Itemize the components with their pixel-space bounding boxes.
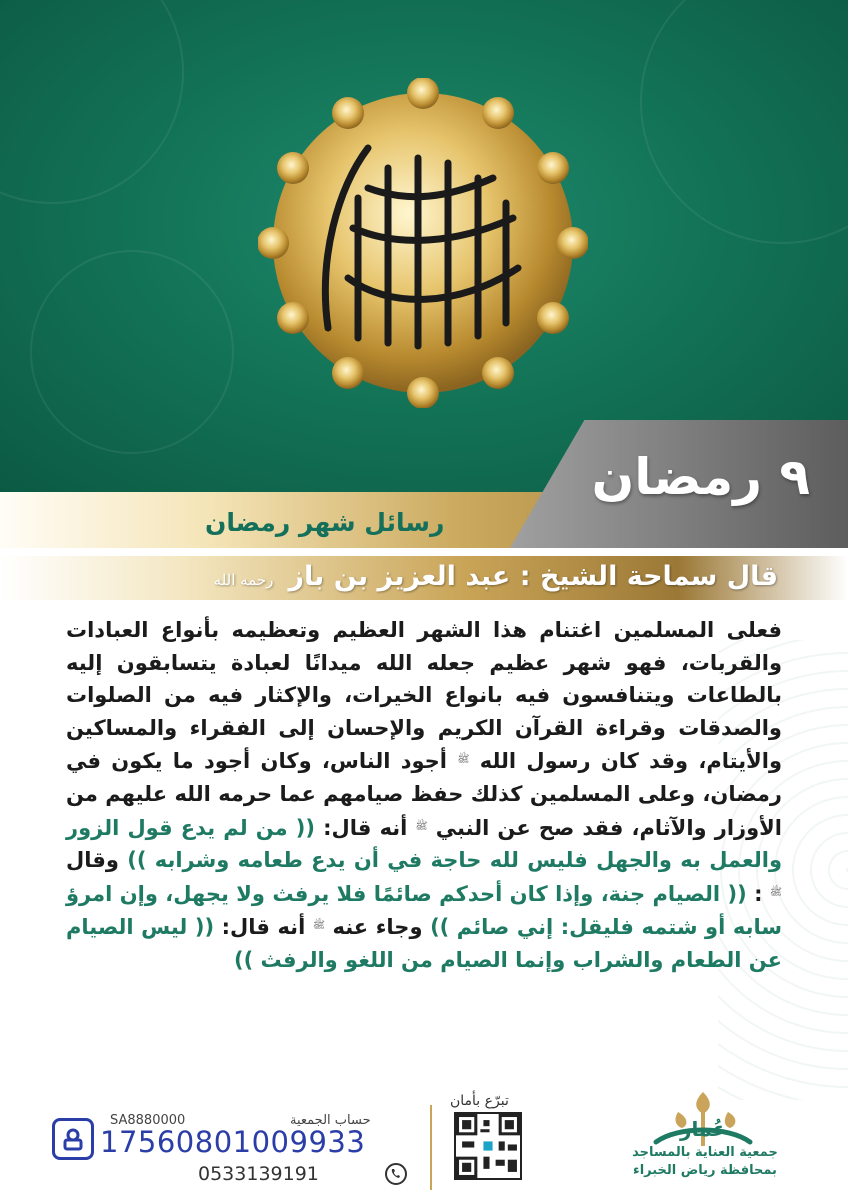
account-number[interactable]: 17560801009933 [100, 1125, 366, 1159]
pbuh-glyph: ﷺ [415, 820, 428, 832]
logo-text: عُمار [679, 1117, 727, 1141]
org-name-line2: بمحافظة رياض الخبراء [633, 1163, 777, 1178]
body-text: أنه قال: [221, 915, 306, 940]
series-title: رسائل شهر رمضان [205, 508, 445, 537]
decorative-ring [640, 0, 848, 244]
hadith-quote: (( ليس الصيام عن الطعام والشراب وإنما الصيام من اللغو والرفث )) [66, 915, 782, 972]
whatsapp-icon[interactable] [384, 1162, 408, 1186]
donate-label: تبرّع بأمان [450, 1093, 509, 1109]
organization-name [620, 1144, 790, 1180]
phone-number[interactable]: 0533139191 [198, 1163, 319, 1185]
body-text: وجاء عنه [332, 915, 423, 940]
sheikh-suffix: رحمه الله [213, 571, 274, 589]
body-text: وقال [66, 848, 119, 873]
body-text: : [754, 881, 763, 906]
footer-divider [430, 1105, 432, 1190]
iban-prefix: SA8880000 [110, 1113, 186, 1128]
body-text: أجود الناس، وكان أجود ما يكون في رمضان، وعلى المسلمين كذلك حفظ صيامهم عما حرمه الله عليهم من الأوزار والآثام، فقد صح عن النبي [66, 749, 782, 840]
decorative-ring [0, 0, 184, 204]
header-banner [0, 0, 848, 492]
body-text: أنه قال: [323, 815, 408, 840]
account-label: حساب الجمعية [290, 1113, 371, 1128]
hadith-quote: (( من لم يدع قول الزور والعمل به والجهل فليس لله حاجة في أن يدع طعامه وشرابه )) [66, 815, 783, 873]
calligraphy-medallion [258, 78, 588, 408]
org-name-line1: جمعية العناية بالمساجد [632, 1145, 778, 1160]
article-body [66, 614, 782, 977]
decorative-ring [30, 250, 234, 454]
sheikh-label: قال سماحة الشيخ : عبد العزيز بن باز [288, 561, 778, 592]
qr-code[interactable] [454, 1112, 522, 1180]
hadith-quote: (( الصيام جنة، وإذا كان أحدكم صائمًا فلا يرفث ولا يجهل، وإن امرؤ سابه أو شتمه فليقل: إني صائم )) [66, 881, 783, 940]
pbuh-glyph: ﷺ [457, 754, 470, 766]
pbuh-glyph: ﷺ [312, 920, 325, 932]
pbuh-glyph: ﷺ [769, 886, 782, 898]
sheikh-attribution [214, 561, 778, 592]
day-title: ٩ رمضان [591, 448, 810, 506]
organization-logo [648, 1090, 758, 1148]
body-text: فعلى المسلمين اغتنام هذا الشهر العظيم وتعظيمه بأنواع العبادات والقربات، فهو شهر عظيم جعله الله ميدانًا لعبادة يتسابقون إليه بالطاعات ويتنافسون فيه بانواع الخيرات، والإكثار فيه من الصلوات والصدقات وقراءة القرآن الكريم والإحسان إلى الفقراء والمساكين والأيتام، وقد كان رسول الله [66, 618, 783, 774]
bank-icon [52, 1118, 94, 1160]
